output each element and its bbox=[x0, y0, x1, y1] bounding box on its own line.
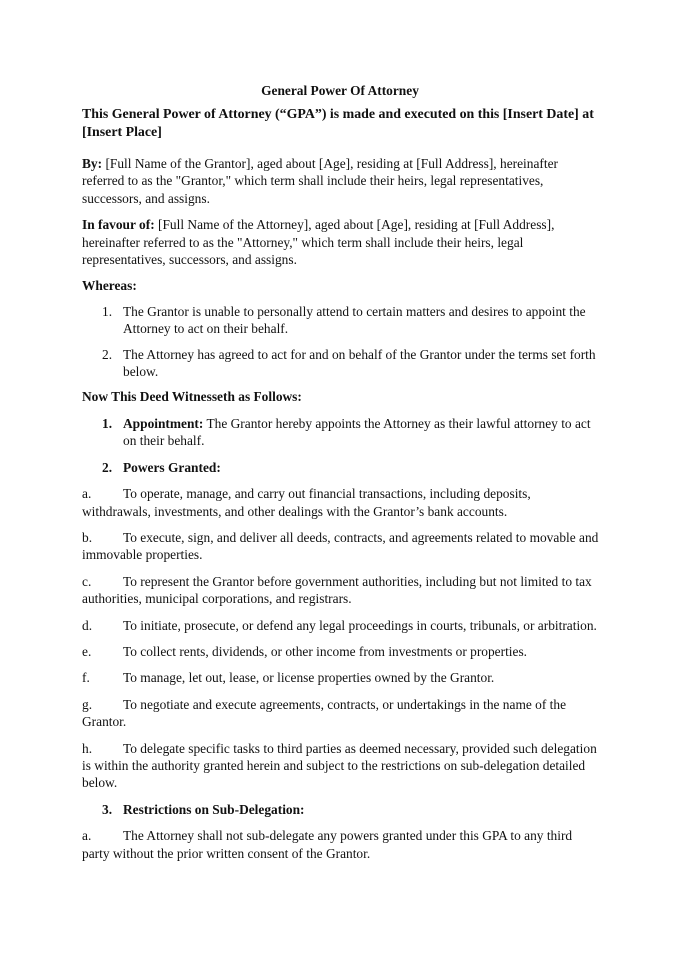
restriction-item bbox=[82, 827, 602, 862]
list-text: The Attorney shall not sub-delegate any powers granted under this GPA to any third party without the prior written consent of the Grantor. bbox=[82, 828, 573, 861]
witnesseth-heading: Now This Deed Witnesseth as Follows: bbox=[82, 389, 302, 405]
list-text: To negotiate and execute agreements, contracts, or undertakings in the name of the Grantor. bbox=[82, 696, 567, 730]
intro-heading: This General Power of Attorney (“GPA”) is made and executed on this [Insert Date] at [Insert Place] bbox=[82, 107, 594, 140]
list-text: The Grantor is unable to personally attend to certain matters and desires to appoint the Attorney to act on their behalf. bbox=[123, 303, 586, 337]
list-letter: a. bbox=[82, 486, 92, 502]
favour-label: In favour of: bbox=[82, 217, 155, 233]
list-number: 3. bbox=[102, 801, 113, 817]
power-item bbox=[82, 696, 602, 731]
list-letter: c. bbox=[82, 573, 92, 589]
powers-clause bbox=[82, 459, 602, 476]
attorney-paragraph bbox=[82, 216, 602, 268]
appointment-clause bbox=[82, 415, 602, 450]
restrictions-label: Restrictions on Sub-Delegation: bbox=[123, 801, 305, 817]
list-text: To represent the Grantor before government authorities, including but not limited to tax authorities, municipal corporations, and registrars. bbox=[82, 573, 592, 607]
power-item bbox=[82, 669, 602, 686]
attorney-text: [Full Name of the Attorney], aged about [Age], residing at [Full Address], hereinafter referred to as the "Attorney," which term shall include their heirs, legal representatives, successors, and assigns. bbox=[82, 217, 555, 268]
power-item bbox=[82, 573, 602, 608]
list-text: To operate, manage, and carry out financial transactions, including deposits, withdrawals, investments, and other dealings with the Grantor’s bank accounts. bbox=[82, 486, 531, 519]
list-letter: f. bbox=[82, 670, 90, 686]
document-body bbox=[82, 106, 602, 862]
power-item bbox=[82, 643, 602, 660]
whereas-item bbox=[82, 303, 602, 338]
appointment-label: Appointment: bbox=[123, 415, 204, 431]
list-letter: a. bbox=[82, 828, 92, 844]
whereas-heading: Whereas: bbox=[82, 278, 137, 294]
grantor-paragraph bbox=[82, 155, 602, 207]
list-number: 2. bbox=[102, 459, 113, 475]
list-text: To execute, sign, and deliver all deeds, contracts, and agreements related to movable and immovable properties. bbox=[82, 529, 599, 563]
appointment-text: The Grantor hereby appoints the Attorney as their lawful attorney to act on their behalf. bbox=[123, 415, 591, 449]
list-letter: b. bbox=[82, 529, 93, 545]
list-letter: d. bbox=[82, 617, 93, 633]
power-item bbox=[82, 740, 602, 792]
list-number: 1. bbox=[102, 303, 113, 319]
whereas-item bbox=[82, 346, 602, 381]
list-text: To manage, let out, lease, or license properties owned by the Grantor. bbox=[123, 670, 495, 686]
list-text: The Attorney has agreed to act for and on behalf of the Grantor under the terms set forth below. bbox=[123, 346, 596, 380]
power-item bbox=[82, 617, 602, 634]
powers-label: Powers Granted: bbox=[123, 459, 221, 475]
list-text: To initiate, prosecute, or defend any legal proceedings in courts, tribunals, or arbitration. bbox=[123, 617, 597, 633]
restrictions-clause bbox=[82, 801, 602, 818]
power-item bbox=[82, 529, 602, 564]
by-label: By: bbox=[82, 156, 103, 171]
list-text: To delegate specific tasks to third parties as deemed necessary, provided such delegation is within the authority granted herein and subject to the restrictions on sub-delegation detailed below. bbox=[82, 740, 597, 791]
document-title: General Power Of Attorney bbox=[261, 83, 419, 98]
list-text: To collect rents, dividends, or other income from investments or properties. bbox=[123, 643, 528, 659]
grantor-text: [Full Name of the Grantor], aged about [Age], residing at [Full Address], hereinafter referred to as the "Grantor," which term shall include their heirs, legal representatives, successors, and assigns. bbox=[82, 156, 558, 206]
power-item bbox=[82, 485, 602, 520]
list-letter: g. bbox=[82, 696, 93, 712]
list-number: 1. bbox=[102, 415, 113, 431]
list-letter: e. bbox=[82, 643, 92, 659]
list-letter: h. bbox=[82, 740, 93, 756]
list-number: 2. bbox=[102, 346, 113, 362]
